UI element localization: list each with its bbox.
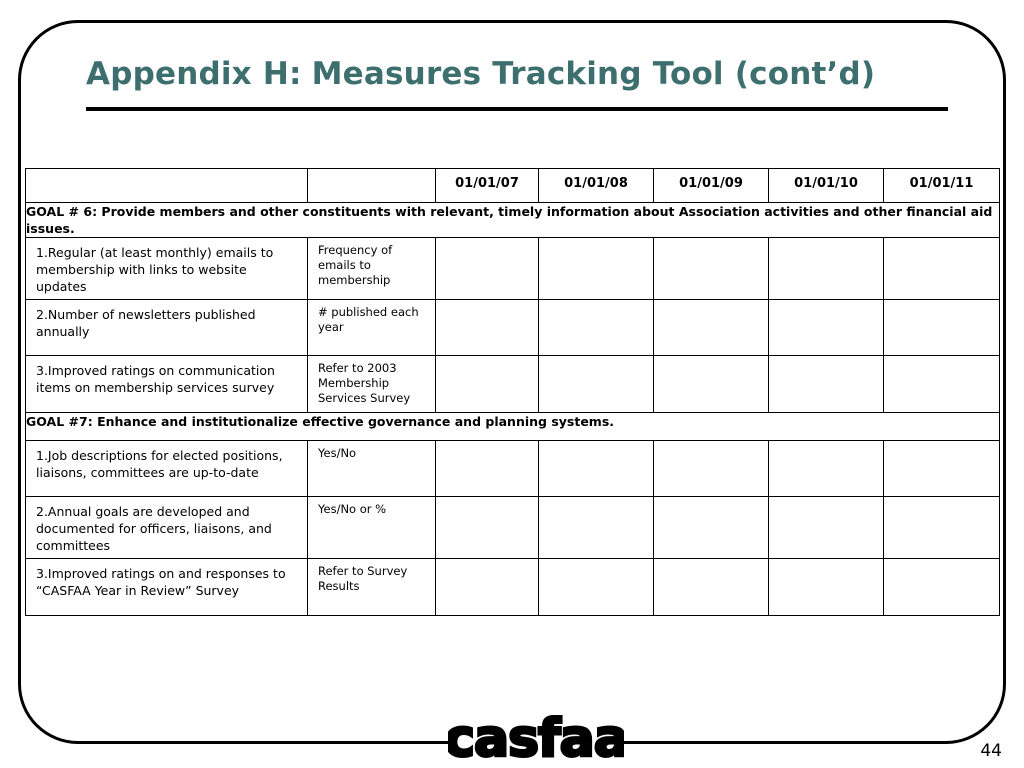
data-cell (539, 238, 654, 300)
goal-7-text: GOAL #7: Enhance and institutionalize effective governance and planning systems. (26, 413, 1000, 441)
date-header: 01/01/09 (654, 169, 769, 203)
unit-cell: # published each year (308, 300, 436, 356)
unit-cell: Yes/No (308, 441, 436, 497)
casfaa-logo-icon (448, 706, 624, 762)
data-cell (436, 300, 539, 356)
data-cell (884, 238, 1000, 300)
measure-cell: 3.Improved ratings on communication items on membership services survey (26, 356, 308, 413)
data-cell (539, 356, 654, 413)
data-cell (654, 559, 769, 616)
data-cell (884, 356, 1000, 413)
measure-cell: 3.Improved ratings on and responses to “CASFAA Year in Review” Survey (26, 559, 308, 616)
data-cell (539, 441, 654, 497)
data-cell (436, 238, 539, 300)
data-cell (539, 497, 654, 559)
header-blank-cell (308, 169, 436, 203)
table-header-row (26, 169, 1000, 203)
measure-cell: 1.Job descriptions for elected positions, liaisons, committees are up-to-date (26, 441, 308, 497)
unit-cell: Frequency of emails to membership (308, 238, 436, 300)
data-cell (769, 238, 884, 300)
data-cell (769, 300, 884, 356)
data-cell (539, 559, 654, 616)
data-cell (769, 559, 884, 616)
date-header: 01/01/10 (769, 169, 884, 203)
data-cell (884, 497, 1000, 559)
title-underline (86, 107, 948, 111)
title-main: Measures Tracking Tool (cont’d) (311, 56, 876, 92)
measures-tracking-table (25, 168, 1000, 616)
header-blank-cell (26, 169, 308, 203)
title-prefix: Appendix H: (86, 56, 302, 92)
data-cell (436, 559, 539, 616)
measure-cell: 2.Annual goals are developed and documented for officers, liaisons, and committees (26, 497, 308, 559)
table-row (26, 238, 1000, 300)
goal-row (26, 413, 1000, 441)
data-cell (769, 441, 884, 497)
date-header: 01/01/11 (884, 169, 1000, 203)
table-row (26, 300, 1000, 356)
data-cell (769, 497, 884, 559)
data-cell (769, 356, 884, 413)
measure-cell: 1.Regular (at least monthly) emails to membership with links to website updates (26, 238, 308, 300)
unit-cell: Refer to Survey Results (308, 559, 436, 616)
page-title (86, 56, 875, 92)
logo-wordmark: casfaa (448, 709, 624, 762)
data-cell (436, 356, 539, 413)
date-header: 01/01/08 (539, 169, 654, 203)
unit-cell: Yes/No or % (308, 497, 436, 559)
data-cell (654, 300, 769, 356)
table-row (26, 497, 1000, 559)
data-cell (539, 300, 654, 356)
goal-row (26, 203, 1000, 238)
date-header: 01/01/07 (436, 169, 539, 203)
data-cell (884, 559, 1000, 616)
data-cell (654, 497, 769, 559)
table-row (26, 559, 1000, 616)
data-cell (654, 238, 769, 300)
data-cell (436, 441, 539, 497)
data-cell (436, 497, 539, 559)
table-row (26, 356, 1000, 413)
data-cell (654, 441, 769, 497)
data-cell (884, 300, 1000, 356)
unit-cell: Refer to 2003 Membership Services Survey (308, 356, 436, 413)
data-cell (884, 441, 1000, 497)
data-cell (654, 356, 769, 413)
goal-6-text: GOAL # 6: Provide members and other constituents with relevant, timely information about Association activities and other financial aid issues. (26, 203, 1000, 238)
measure-cell: 2.Number of newsletters published annually (26, 300, 308, 356)
casfaa-logo (448, 706, 624, 762)
page-number: 44 (980, 741, 1002, 761)
table-row (26, 441, 1000, 497)
